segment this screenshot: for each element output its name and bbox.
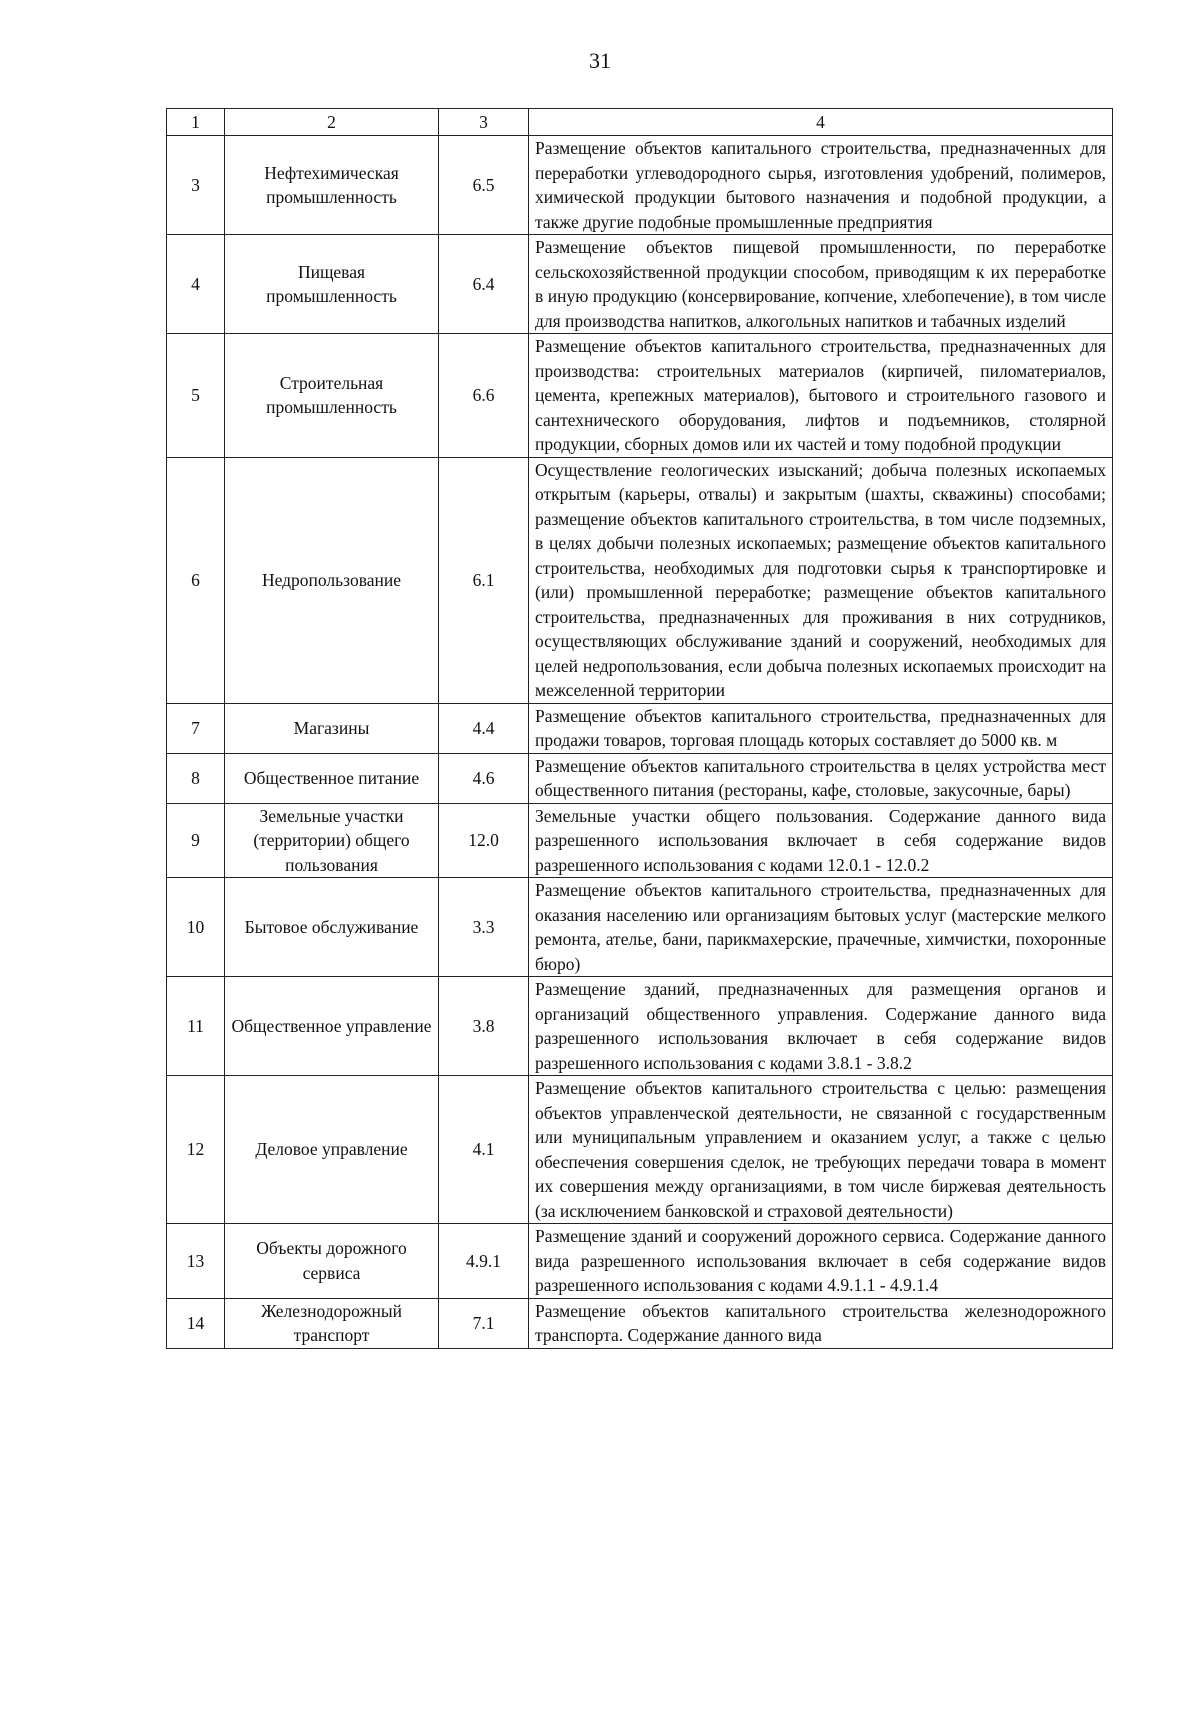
use-type-code: 6.5: [439, 136, 529, 235]
use-type-code: 4.1: [439, 1076, 529, 1224]
use-type-name: Железнодорожный транспорт: [225, 1298, 439, 1348]
table-row: [167, 878, 1113, 977]
page-number: 31: [589, 48, 611, 73]
use-type-description: Земельные участки общего пользования. Содержание данного вида разрешенного использования включает в себя содержание видов разрешенного использования с кодами 12.0.1 - 12.0.2: [529, 803, 1113, 878]
row-number: 5: [167, 334, 225, 458]
use-type-name: Строительная промышленность: [225, 334, 439, 458]
row-number: 9: [167, 803, 225, 878]
table-row: [167, 703, 1113, 753]
use-type-code: 6.4: [439, 235, 529, 334]
use-type-description: Размещение объектов капитального строительства, предназначенных для производства: строительных материалов (кирпичей, пиломатериалов, цемента, крепежных материалов), бытового и строительного газового и сантехнического оборудования, лифтов и подъемников, столярной продукции, сборных домов или их частей и тому подобной продукции: [529, 334, 1113, 458]
use-type-description: Размещение зданий, предназначенных для размещения органов и организаций общественного управления. Содержание данного вида разрешенного использования включает в себя содержание видов разрешенного использования с кодами 3.8.1 - 3.8.2: [529, 977, 1113, 1076]
use-type-code: 4.4: [439, 703, 529, 753]
header-col-2: 2: [225, 109, 439, 136]
use-type-description: Размещение объектов капитального строительства в целях устройства мест общественного питания (рестораны, кафе, столовые, закусочные, бары): [529, 753, 1113, 803]
use-type-name: Нефтехимическая промышленность: [225, 136, 439, 235]
use-type-name: Земельные участки (территории) общего пользования: [225, 803, 439, 878]
row-number: 12: [167, 1076, 225, 1224]
use-type-name: Магазины: [225, 703, 439, 753]
row-number: 7: [167, 703, 225, 753]
table-row: [167, 136, 1113, 235]
table-row: [167, 753, 1113, 803]
use-type-name: Общественное управление: [225, 977, 439, 1076]
use-type-name: Пищевая промышленность: [225, 235, 439, 334]
use-type-description: Осуществление геологических изысканий; добыча полезных ископаемых открытым (карьеры, отвалы) и закрытым (шахты, скважины) способами; размещение объектов капитального строительства, в том числе подземных, в целях добычи полезных ископаемых; размещение объектов капитального строительства, необходимых для подготовки сырья к транспортировке и (или) промышленной переработке; размещение объектов капитального строительства, предназначенных для проживания в них сотрудников, осуществляющих обслуживание зданий и сооружений, необходимых для целей недропользования, если добыча полезных ископаемых происходит на межселенной территории: [529, 457, 1113, 703]
use-type-code: 3.3: [439, 878, 529, 977]
use-type-description: Размещение зданий и сооружений дорожного сервиса. Содержание данного вида разрешенного использования включает в себя содержание видов разрешенного использования с кодами 4.9.1.1 - 4.9.1.4: [529, 1224, 1113, 1299]
row-number: 8: [167, 753, 225, 803]
table-row: [167, 977, 1113, 1076]
use-type-code: 4.9.1: [439, 1224, 529, 1299]
row-number: 14: [167, 1298, 225, 1348]
use-type-name: Деловое управление: [225, 1076, 439, 1224]
header-col-3: 3: [439, 109, 529, 136]
use-type-code: 6.6: [439, 334, 529, 458]
table-row: [167, 334, 1113, 458]
use-type-description: Размещение объектов капитального строительства, предназначенных для оказания населению или организациям бытовых услуг (мастерские мелкого ремонта, ателье, бани, парикмахерские, прачечные, химчистки, похоронные бюро): [529, 878, 1113, 977]
use-type-code: 4.6: [439, 753, 529, 803]
row-number: 6: [167, 457, 225, 703]
use-type-code: 12.0: [439, 803, 529, 878]
land-use-table: [166, 108, 1113, 1349]
table-row: [167, 235, 1113, 334]
use-type-code: 6.1: [439, 457, 529, 703]
header-col-1: 1: [167, 109, 225, 136]
use-type-code: 3.8: [439, 977, 529, 1076]
use-type-description: Размещение объектов пищевой промышленности, по переработке сельскохозяйственной продукции способом, приводящим к их переработке в иную продукцию (консервирование, копчение, хлебопечение), в том числе для производства напитков, алкогольных напитков и табачных изделий: [529, 235, 1113, 334]
row-number: 11: [167, 977, 225, 1076]
table-row: [167, 803, 1113, 878]
table-row: [167, 1298, 1113, 1348]
use-type-name: Недропользование: [225, 457, 439, 703]
use-type-name: Бытовое обслуживание: [225, 878, 439, 977]
table-row: [167, 457, 1113, 703]
row-number: 13: [167, 1224, 225, 1299]
use-type-name: Объекты дорожного сервиса: [225, 1224, 439, 1299]
use-type-description: Размещение объектов капитального строительства железнодорожного транспорта. Содержание данного вида: [529, 1298, 1113, 1348]
header-col-4: 4: [529, 109, 1113, 136]
use-type-description: Размещение объектов капитального строительства, предназначенных для продажи товаров, торговая площадь которых составляет до 5000 кв. м: [529, 703, 1113, 753]
row-number: 4: [167, 235, 225, 334]
use-type-description: Размещение объектов капитального строительства с целью: размещения объектов управленческой деятельности, не связанной с государственным или муниципальным управлением и оказанием услуг, а также с целью обеспечения совершения сделок, не требующих передачи товара в момент их совершения между организациями, в том числе биржевая деятельность (за исключением банковской и страховой деятельности): [529, 1076, 1113, 1224]
header-row: [167, 109, 1113, 136]
row-number: 10: [167, 878, 225, 977]
use-type-code: 7.1: [439, 1298, 529, 1348]
use-type-name: Общественное питание: [225, 753, 439, 803]
use-type-description: Размещение объектов капитального строительства, предназначенных для переработки углеводородного сырья, изготовления удобрений, полимеров, химической продукции бытового назначения и подобной продукции, а также другие подобные промышленные предприятия: [529, 136, 1113, 235]
table-row: [167, 1224, 1113, 1299]
row-number: 3: [167, 136, 225, 235]
table-row: [167, 1076, 1113, 1224]
